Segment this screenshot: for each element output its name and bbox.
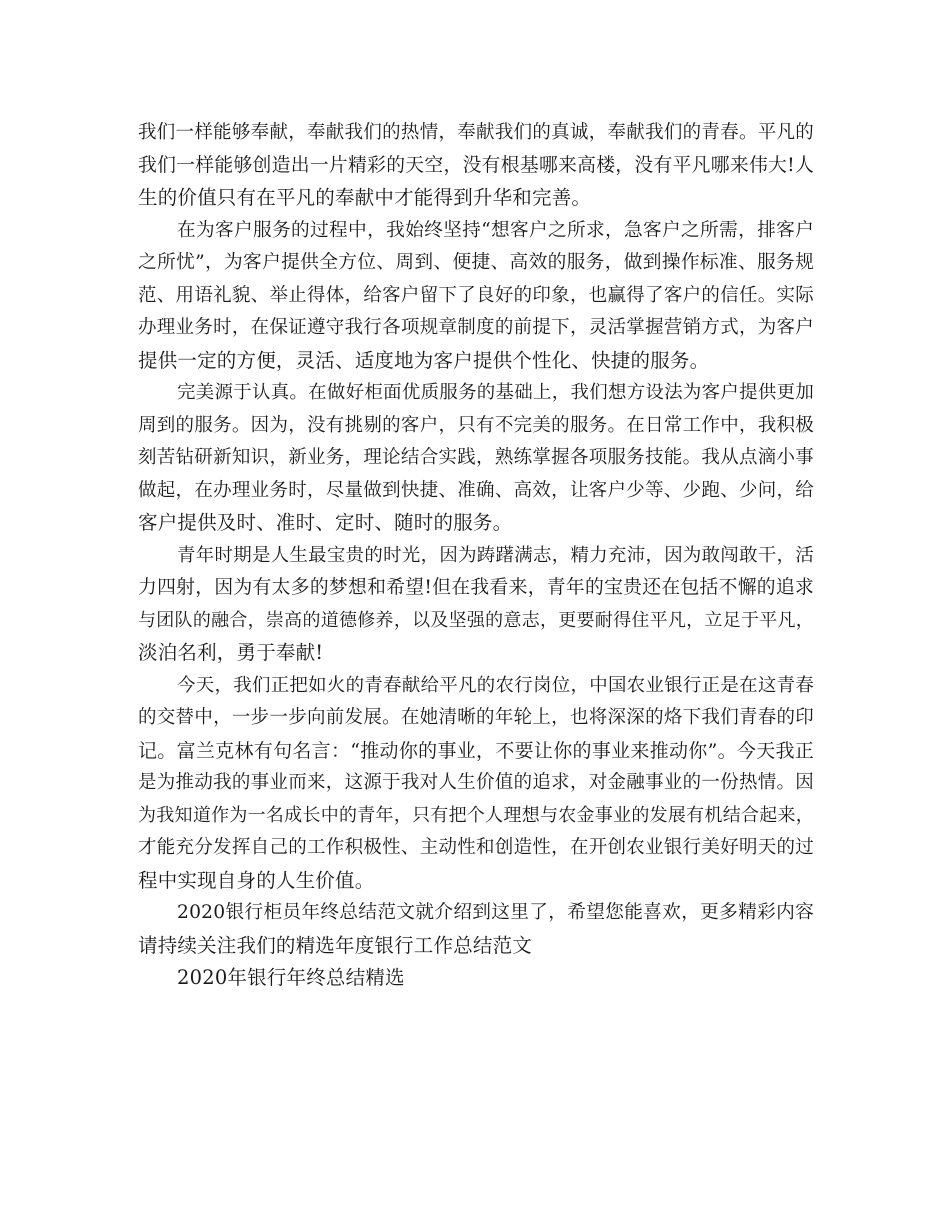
text-line: 客户提供及时、准时、定时、随时的服务。	[138, 511, 513, 534]
paragraph	[138, 117, 814, 215]
text-line: 是为推动我的事业而来，这源于我对人生价值的追求，对金融事业的一份热情。因	[138, 772, 814, 793]
paragraph	[138, 540, 814, 670]
text-line: 记。富兰克林有句名言：“推动你的事业，不要让你的事业来推动你”。今天我正	[138, 739, 814, 762]
text-line: 青年时期是人生最宝贵的时光，因为踌躇满志，精力充沛，因为敢闯敢干，活	[177, 544, 814, 566]
text-line: 刻苦钻研新知识，新业务，理论结合实践，熟练掌握各项服务技能。我从点滴小事	[138, 447, 814, 468]
text-line: 的交替中，一步一步向前发展。在她清晰的年轮上，也将深深的烙下我们青春的印	[138, 707, 814, 728]
text-line: 2020银行柜员年终总结范文就介绍到这里了，希望您能喜欢，更多精彩内容	[177, 902, 814, 923]
text-line: 范、用语礼貌、举止得体，给客户留下了良好的印象，也赢得了客户的信任。实际	[138, 284, 814, 306]
paragraph	[138, 962, 814, 995]
text-line: 在为客户服务的过程中，我始终坚持“想客户之所求，急客户之所需，排客户	[177, 219, 814, 241]
text-line: 之所忧”，为客户提供全方位、周到、便捷、高效的服务，做到操作标准、服务规	[138, 252, 814, 273]
text-line: 我们一样能够创造出一片精彩的天空，没有根基哪来高楼，没有平凡哪来伟大!人	[138, 154, 814, 176]
text-line: 做起，在办理业务时，尽量做到快捷、准确、高效，让客户少等、少跑、少问，给	[138, 479, 814, 501]
text-line: 周到的服务。因为，没有挑剔的客户，只有不完美的服务。在日常工作中，我积极	[138, 414, 814, 436]
paragraph	[138, 897, 814, 962]
text-line: 与团队的融合，崇高的道德修养，以及坚强的意志，更要耐得住平凡，立足于平凡，	[138, 609, 814, 631]
text-line: 为我知道作为一名成长中的青年，只有把个人理想与农金事业的发展有机结合起来，	[138, 804, 814, 826]
paragraph	[138, 377, 814, 540]
text-line: 我们一样能够奉献，奉献我们的热情，奉献我们的真诚，奉献我们的青春。平凡的	[138, 122, 814, 143]
section-heading: 2020年银行年终总结精选	[177, 966, 405, 989]
paragraph	[138, 215, 814, 378]
text-line: 完美源于认真。在做好柜面优质服务的基础上，我们想方设法为客户提供更加	[177, 382, 814, 403]
text-line: 力四射，因为有太多的梦想和希望!但在我看来，青年的宝贵还在包括不懈的追求	[138, 577, 814, 598]
text-line: 程中实现自身的人生价值。	[138, 868, 375, 892]
text-line: 提供一定的方便，灵活、适度地为客户提供个性化、快捷的服务。	[138, 348, 710, 372]
document-body	[138, 117, 814, 995]
text-line: 请持续关注我们的精选年度银行工作总结范文	[138, 933, 533, 957]
text-line: 办理业务时，在保证遵守我行各项规章制度的前提下，灵活掌握营销方式，为客户	[138, 317, 814, 338]
text-line: 今天，我们正把如火的青春献给平凡的农行岗位，中国农业银行正是在这青春	[177, 674, 814, 696]
text-line: 淡泊名利，勇于奉献!	[138, 641, 324, 664]
paragraph	[138, 670, 814, 898]
text-line: 才能充分发挥自己的工作积极性、主动性和创造性，在开创农业银行美好明天的过	[138, 837, 814, 858]
text-line: 生的价值只有在平凡的奉献中才能得到升华和完善。	[138, 186, 592, 209]
